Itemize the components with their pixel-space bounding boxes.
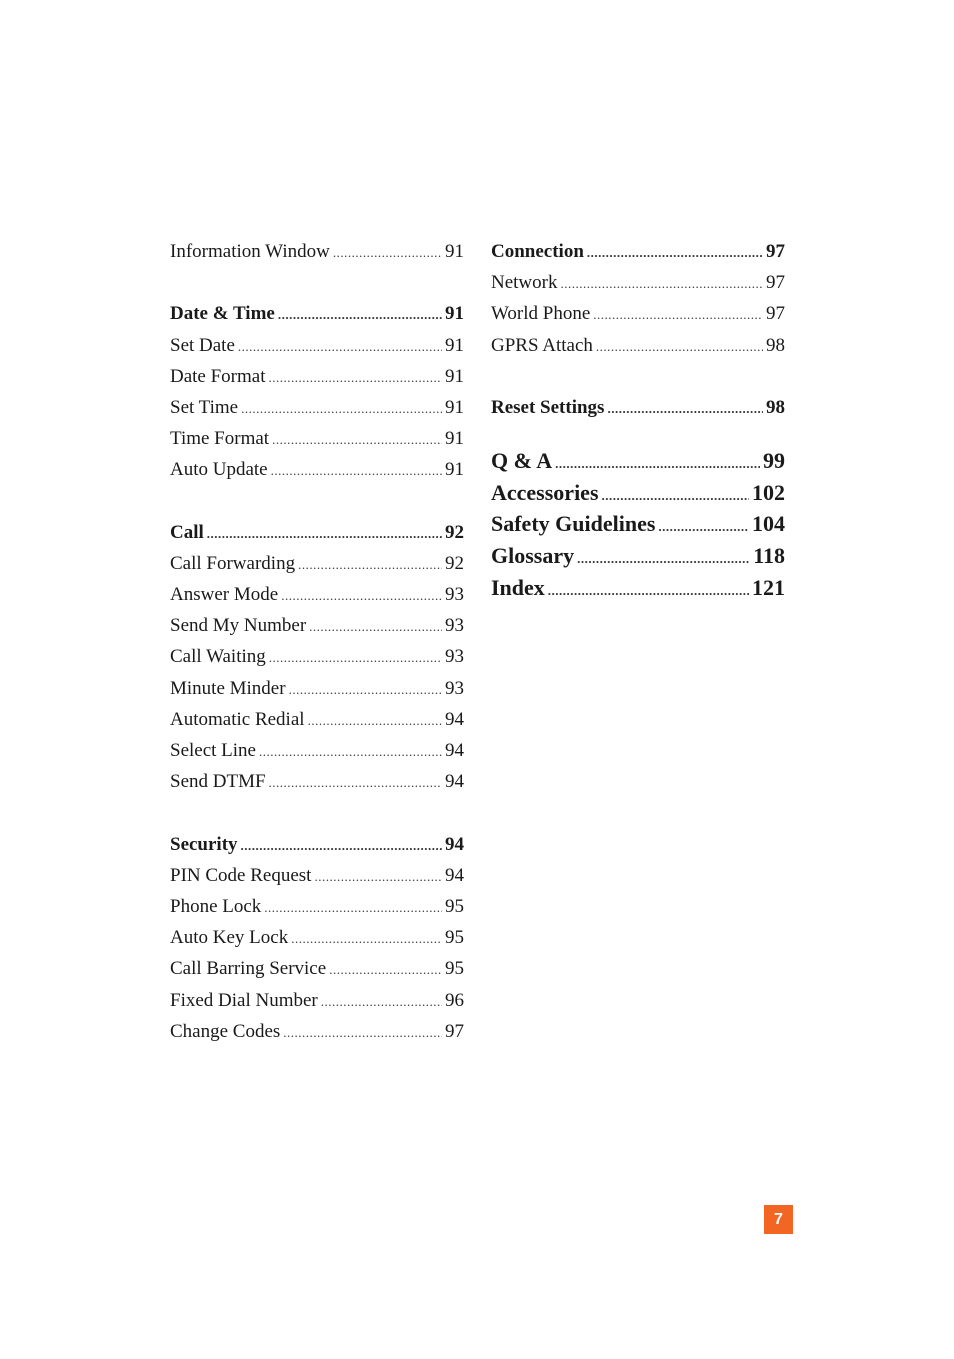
dot-leader [241, 393, 442, 424]
toc-entry-world-phone[interactable] [491, 298, 785, 329]
toc-entry-label: Network [491, 272, 558, 294]
section-spacer [491, 361, 785, 392]
toc-entry-label: Set Time [170, 396, 239, 418]
toc-entry-page: 99 [763, 448, 785, 474]
toc-entry-page: 93 [445, 646, 464, 668]
dot-leader [271, 455, 442, 486]
toc-entry-auto-update[interactable] [170, 454, 464, 485]
toc-entry-label: Date Format [170, 365, 266, 387]
toc-entry-select-line[interactable] [170, 735, 464, 766]
dot-leader [658, 511, 749, 543]
toc-entry-page: 94 [445, 864, 464, 886]
toc-entry-page: 93 [445, 615, 464, 637]
toc-entry-call-forwarding[interactable] [170, 548, 464, 579]
dot-leader [602, 480, 749, 512]
toc-entry-label: Set Date [170, 334, 235, 356]
toc-entry-answer-mode[interactable] [170, 579, 464, 610]
toc-entry-page: 91 [445, 459, 464, 481]
toc-entry-page: 91 [445, 334, 464, 356]
toc-entry-label: Connection [491, 241, 584, 262]
toc-entry-label: Auto Key Lock [170, 927, 289, 949]
toc-entry-call-barring-service[interactable] [170, 953, 464, 984]
toc-entry-label: Call [170, 521, 204, 543]
dot-leader [555, 448, 760, 480]
toc-entry-label: Call Barring Service [170, 958, 327, 980]
toc-entry-page: 98 [766, 396, 785, 418]
section-spacer [170, 797, 464, 828]
toc-entry-page: 95 [445, 895, 464, 917]
toc-entry-change-codes[interactable] [170, 1016, 464, 1047]
toc-entry-send-my-number[interactable] [170, 610, 464, 641]
page-number-badge: 7 [764, 1205, 793, 1234]
toc-entry-pin-code-request[interactable] [170, 860, 464, 891]
toc-entry-connection[interactable] [491, 236, 785, 267]
toc-entry-page: 93 [445, 584, 464, 606]
toc-left-column [170, 236, 464, 1047]
toc-entry-page: 93 [445, 677, 464, 699]
dot-leader [577, 543, 750, 575]
toc-entry-page: 96 [445, 989, 464, 1011]
toc-entry-safety-guidelines[interactable] [491, 508, 785, 540]
toc-entry-security[interactable] [170, 829, 464, 860]
toc-entry-set-time[interactable] [170, 392, 464, 423]
toc-entry-label: Glossary [491, 542, 575, 568]
toc-entry-label: Call Forwarding [170, 552, 296, 574]
toc-entry-label: Minute Minder [170, 677, 286, 699]
dot-leader [329, 954, 442, 985]
dot-leader [607, 393, 763, 424]
toc-entry-q-and-a[interactable] [491, 445, 785, 477]
toc-entry-label: PIN Code Request [170, 864, 312, 886]
toc-entry-label: Safety Guidelines [491, 511, 656, 537]
toc-entry-label: Index [491, 574, 545, 600]
toc-entry-auto-key-lock[interactable] [170, 922, 464, 953]
toc-entry-date-and-time[interactable] [170, 298, 464, 329]
toc-entry-label: Q & A [491, 448, 553, 474]
section-spacer [170, 267, 464, 298]
toc-entry-page: 118 [753, 542, 785, 568]
dot-leader [321, 986, 442, 1017]
toc-entry-page: 91 [445, 365, 464, 387]
toc-entry-label: Time Format [170, 428, 270, 450]
toc-entry-label: Security [170, 833, 238, 855]
toc-entry-page: 91 [445, 241, 464, 262]
toc-entry-page: 98 [766, 334, 785, 356]
dot-leader [278, 299, 442, 330]
toc-entry-label: Information Window [170, 241, 330, 262]
dot-leader [269, 642, 442, 673]
toc-entry-label: Change Codes [170, 1020, 281, 1042]
toc-entry-page: 91 [445, 303, 464, 325]
toc-entry-gprs-attach[interactable] [491, 330, 785, 361]
toc-entry-index[interactable] [491, 572, 785, 604]
toc-entry-page: 102 [752, 479, 785, 505]
dot-leader [269, 362, 442, 393]
dot-leader [289, 674, 442, 705]
dot-leader [333, 237, 442, 268]
toc-entry-phone-lock[interactable] [170, 891, 464, 922]
toc-entry-page: 104 [752, 511, 785, 537]
dot-leader [264, 892, 442, 923]
toc-entry-label: Phone Lock [170, 895, 262, 917]
section-spacer [491, 423, 785, 445]
section-spacer [170, 486, 464, 517]
toc-entry-information-window[interactable] [170, 236, 464, 267]
toc-entry-label: Date & Time [170, 303, 275, 325]
toc-entry-label: GPRS Attach [491, 334, 593, 356]
toc-entry-label: Accessories [491, 479, 599, 505]
toc-entry-page: 121 [752, 574, 785, 600]
toc-entry-time-format[interactable] [170, 423, 464, 454]
dot-leader [281, 580, 442, 611]
dot-leader [314, 861, 442, 892]
toc-entry-page: 91 [445, 396, 464, 418]
toc-entry-send-dtmf[interactable] [170, 766, 464, 797]
toc-right-column [491, 236, 785, 603]
dot-leader [283, 1017, 442, 1048]
toc-entry-page: 97 [766, 303, 785, 325]
toc-entry-label: Auto Update [170, 459, 268, 481]
toc-entry-accessories[interactable] [491, 477, 785, 509]
dot-leader [548, 575, 749, 607]
toc-entry-label: World Phone [491, 303, 591, 325]
toc-entry-page: 95 [445, 958, 464, 980]
dot-leader [272, 424, 442, 455]
dot-leader [238, 331, 442, 362]
dot-leader [269, 767, 442, 798]
toc-entry-reset-settings[interactable] [491, 392, 785, 423]
toc-entry-page: 94 [445, 708, 464, 730]
toc-entry-page: 92 [445, 552, 464, 574]
toc-entry-automatic-redial[interactable] [170, 704, 464, 735]
toc-entry-page: 94 [445, 740, 464, 761]
dot-leader [593, 299, 763, 330]
toc-entry-network[interactable] [491, 267, 785, 298]
toc-entry-page: 97 [445, 1020, 464, 1042]
toc-entry-page: 97 [766, 272, 785, 294]
toc-entry-label: Automatic Redial [170, 708, 305, 730]
toc-entry-page: 91 [445, 428, 464, 450]
toc-entry-call[interactable] [170, 517, 464, 548]
dot-leader [259, 736, 442, 767]
toc-entry-page: 95 [445, 927, 464, 949]
toc-entry-label: Call Waiting [170, 646, 266, 668]
toc-entry-page: 97 [766, 241, 785, 262]
toc-entry-date-format[interactable] [170, 361, 464, 392]
toc-entry-glossary[interactable] [491, 540, 785, 572]
toc-entry-label: Send DTMF [170, 771, 266, 793]
toc-entry-page: 94 [445, 771, 464, 793]
dot-leader [560, 268, 763, 299]
toc-entry-label: Reset Settings [491, 396, 605, 418]
toc-entry-label: Fixed Dial Number [170, 989, 318, 1011]
toc-entry-fixed-dial-number[interactable] [170, 985, 464, 1016]
dot-leader [291, 923, 442, 954]
toc-entry-label: Select Line [170, 740, 256, 761]
toc-entry-minute-minder[interactable] [170, 673, 464, 704]
toc-entry-page: 94 [445, 833, 464, 855]
toc-entry-set-date[interactable] [170, 330, 464, 361]
dot-leader [308, 705, 442, 736]
dot-leader [309, 611, 442, 642]
dot-leader [241, 830, 442, 861]
dot-leader [207, 518, 442, 549]
toc-entry-label: Answer Mode [170, 584, 279, 606]
toc-entry-page: 92 [445, 521, 464, 543]
dot-leader [587, 237, 763, 268]
toc-entry-label: Send My Number [170, 615, 307, 637]
toc-entry-call-waiting[interactable] [170, 641, 464, 672]
dot-leader [298, 549, 442, 580]
dot-leader [596, 331, 763, 362]
